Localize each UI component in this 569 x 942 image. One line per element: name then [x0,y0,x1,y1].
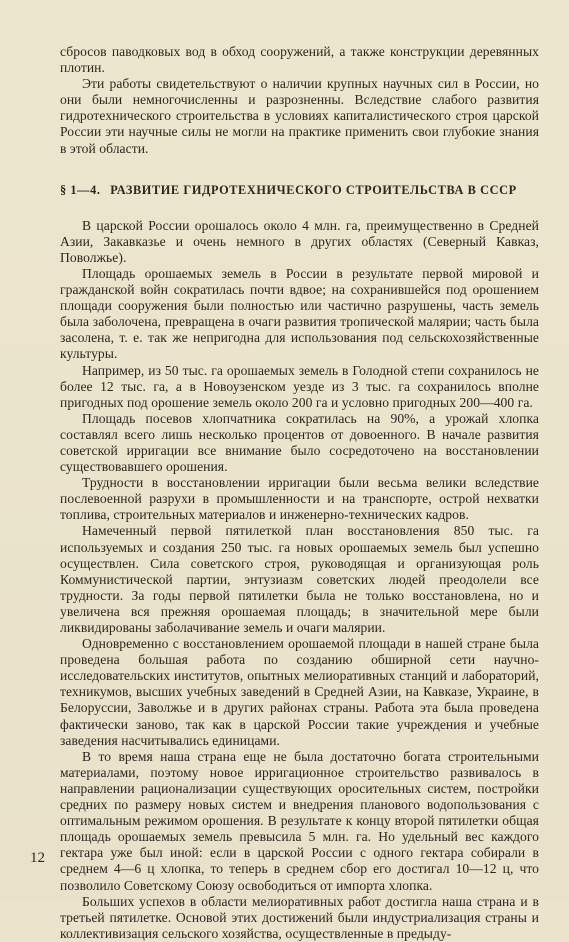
paragraph: Трудности в восстановлении ирригации были весьма велики вследствие послевоенной разрухи в промышленности и на транспорте, острой нехватки топлива, строительных материалов и инженерно-технических кадров. [60,475,539,523]
section-number: § 1—4. [60,182,101,197]
paragraph: Больших успехов в области мелиоративных работ достигла наша страна и в третьей пятилетке. Основой этих достижений были индустриализация страны и коллективизация сельского хозяйства, осуществленные в предыду- [60,893,539,941]
paragraph: Намеченный первой пятилеткой план восстановления 850 тыс. га используемых и создания 250 тыс. га новых орошаемых земель был успешно осуществлен. Сила советского строя, руководящая и организующая роль Коммунистической партии, энтузиазм советских людей преодолели все трудности. За годы первой пятилетки была не только восстановлена, но и увеличена вся прежняя орошаемая площадь; в значительной мере были ликвидированы заболачивание земель и очаги малярии. [60,523,539,635]
paragraph: В то время наша страна еще не была достаточно богата строительными материалами, поэтому новое ирригационное строительство развивалось в направлении рационализации существующих оросительных систем, постройки средних по размеру новых систем и внедрения планового водопользования с оптимальным режимом орошения. В результате к концу второй пятилетки общая площадь орошаемых земель превысила 5 млн. га. Но удельный вес каждого гектара уже был иной: если в царской России с одного гектара собирали в среднем 4—6 ц хлопка, то теперь в среднем сбор его достигал 10—12 ц, что позволило Советскому Союзу освободиться от импорта хлопка. [60,748,539,893]
page-number: 12 [30,850,45,866]
paragraph: Например, из 50 тыс. га орошаемых земель в Голодной степи сохранилось не более 12 тыс. га, а в Новоузенском уезде из 3 тыс. га сохранилось вполне пригодных под орошение земель около 200 га и условно пригодных 200—400 га. [60,362,539,410]
paragraph: Эти работы свидетельствуют о наличии крупных научных сил в России, но они были немногочисленны и разрозненны. Вследствие слабого развития гидротехнического строительства в условиях капиталистического строя царской России эти научные силы не могли на практике применить свои глубокие знания в этой области. [60,76,539,156]
paragraph: Одновременно с восстановлением орошаемой площади в нашей стране была проведена большая работа по созданию обширной сети научно-исследовательских институтов, опытных мелиоративных станций и лабораторий, техникумов, высших учебных заведений в Средней Азии, на Кавказе, Украине, в Белоруссии, Заволжье и в других районах страны. Работа эта была проведена фактически заново, так как в царской России такие учреждения и учебные заведения насчитывались единицами. [60,636,539,748]
paragraph: В царской России орошалось около 4 млн. га, преимущественно в Средней Азии, Закавказье и очень немного в других областях (Северный Кавказ, Поволжье). [60,217,539,265]
section-heading [60,183,539,198]
paragraph: Площадь орошаемых земель в России в результате первой мировой и гражданской войн сократилась почти вдвое; на сохранившейся под орошением площади сооружения были полностью или частично разрушены, часть земель была заболочена, превращена в очаги развития тропической малярии; часть была засолена, т. е. так же непригодна для использования под сельскохозяйственные культуры. [60,265,539,362]
paragraph-continued: сбросов паводковых вод в обход сооружений, а также конструкции деревянных плотин. [60,44,539,76]
section-title: РАЗВИТИЕ ГИДРОТЕХНИЧЕСКОГО СТРОИТЕЛЬСТВА В СССР [110,182,517,197]
paragraph: Площадь посевов хлопчатника сократилась на 90%, а урожай хлопка составлял всего лишь несколько процентов от довоенного. В начале развития советской ирригации все внимание было сосредоточено на восстановлении существовавшего орошения. [60,410,539,475]
